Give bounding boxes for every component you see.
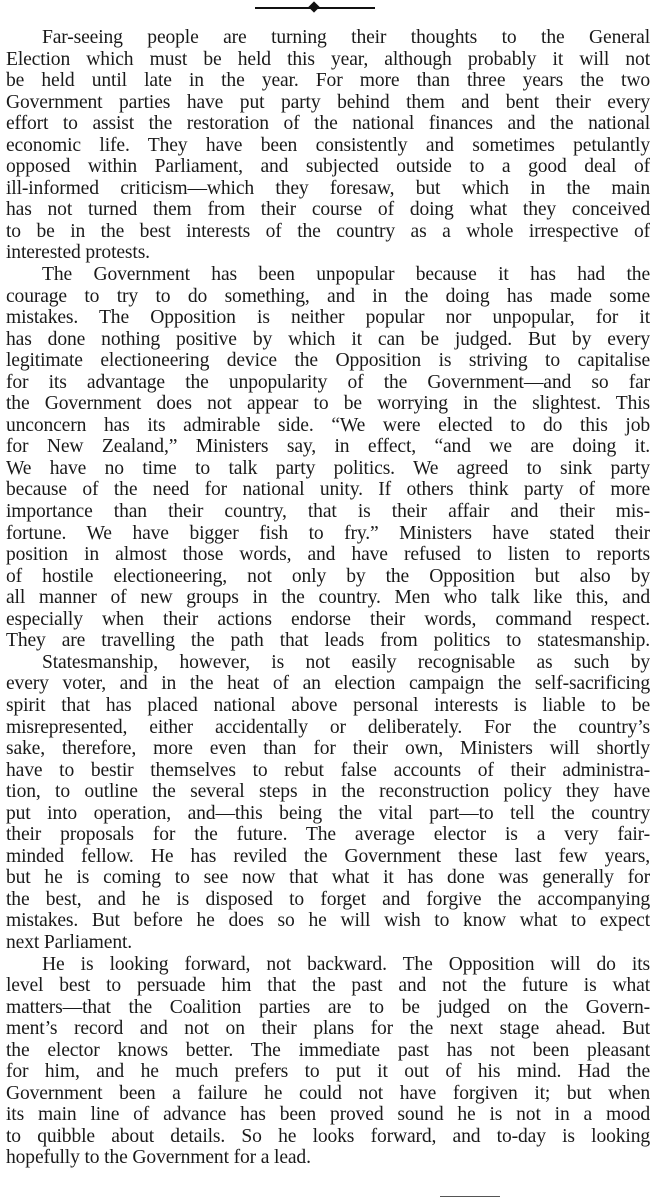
text-line: the elector knows better. The immediate past has not been pleasant [6, 1039, 650, 1061]
paragraph-4 [6, 954, 650, 1169]
text-line: its main line of advance has been proved sound he is not in a mood [6, 1104, 650, 1126]
text-line: legitimate electioneering device the Opposition is striving to capitalise [6, 350, 650, 372]
text-line: to quibble about details. So he looks forward, and to-day is looking [6, 1125, 650, 1147]
text-line: mistakes. But before he does so he will wish to know what to expect [6, 910, 650, 932]
text-line: their proposals for the future. The average elector is a very fair- [6, 824, 650, 846]
text-line: matters—that the Coalition parties are to be judged on the Govern- [6, 996, 650, 1018]
text-line: to be in the best interests of the country as a whole irrespective of [6, 220, 650, 242]
text-line: for its advantage the unpopularity of the Government—and so far [6, 371, 650, 393]
text-line: Government parties have put party behind them and bent their every [6, 91, 650, 113]
text-line: The Government has been unpopular because it has had the [42, 264, 650, 286]
text-line: Statesmanship, however, is not easily recognisable as such by [42, 651, 650, 673]
top-ornamental-rule [0, 0, 650, 16]
text-line: tion, to outline the several steps in the reconstruction policy they have [6, 781, 650, 803]
text-line: sake, therefore, more even than for their own, Ministers will shortly [6, 738, 650, 760]
text-line: interested protests. [6, 242, 150, 264]
paragraph-1 [6, 27, 650, 264]
paragraph-2 [6, 264, 650, 652]
text-line: effort to assist the restoration of the national finances and the national [6, 113, 650, 135]
text-line: the best, and he is disposed to forget and forgive the accompanying [6, 888, 650, 910]
text-line: hopefully to the Government for a lead. [6, 1147, 311, 1169]
text-line: be held until late in the year. For more than three years the two [6, 70, 650, 92]
text-line: ill-informed criticism—which they foresaw, but which in the main [6, 177, 650, 199]
text-line: especially when their actions endorse their words, command respect. [6, 608, 650, 630]
text-line: for New Zealand,” Ministers say, in effect, “and we are doing it. [6, 436, 650, 458]
text-line: importance than their country, that is their affair and their mis- [6, 501, 650, 523]
text-line: ment’s record and not on their plans for the next stage ahead. But [6, 1018, 650, 1040]
text-line: have to bestir themselves to rebut false accounts of their administra- [6, 759, 650, 781]
editorial-article [6, 27, 650, 1169]
text-line: of hostile electioneering, not only by the Opposition but also by [6, 565, 650, 587]
text-line: fortune. We have bigger fish to fry.” Ministers have stated their [6, 522, 650, 544]
text-line: every voter, and in the heat of an election campaign the self-sacrificing [6, 673, 650, 695]
paragraph-3 [6, 652, 650, 954]
text-line: because of the need for national unity. If others think party of more [6, 479, 650, 501]
text-line: Far-seeing people are turning their thoughts to the General [42, 27, 650, 48]
text-line: next Parliament. [6, 931, 133, 953]
text-line: He is looking forward, not backward. The Opposition will do its [42, 953, 650, 975]
text-line: Election which must be held this year, although probably it will not [6, 48, 650, 70]
text-line: has done nothing positive by which it can be judged. But by every [6, 328, 650, 350]
text-line: misrepresented, either accidentally or deliberately. For the country’s [6, 716, 650, 738]
text-line: Government been a failure he could not have forgiven it; but when [6, 1082, 650, 1104]
text-line: opposed within Parliament, and subjected outside to a good deal of [6, 156, 650, 178]
text-line: economic life. They have been consistently and sometimes petulantly [6, 134, 650, 156]
text-line: spirit that has placed national above personal interests is liable to be [6, 694, 650, 716]
text-line: all manner of new groups in the country. Men who talk like this, and [6, 587, 650, 609]
text-line: but he is coming to see now that what it has done was generally for [6, 867, 650, 889]
text-line: mistakes. The Opposition is neither popular nor unpopular, for it [6, 307, 650, 329]
text-line: They are travelling the path that leads from politics to statesmanship. [6, 630, 650, 652]
diamond-ornament-icon [308, 1, 319, 12]
text-line: for him, and he much prefers to put it out of his mind. Had the [6, 1061, 650, 1083]
text-line: the Government does not appear to be worrying in the slightest. This [6, 393, 650, 415]
text-line: position in almost those words, and have refused to listen to reports [6, 544, 650, 566]
text-line: courage to try to do something, and in the doing has made some [6, 285, 650, 307]
bottom-rule [440, 1196, 500, 1197]
text-line: We have no time to talk party politics. We agreed to sink party [6, 457, 650, 479]
text-line: put into operation, and—this being the vital part—to tell the country [6, 802, 650, 824]
text-line: level best to persuade him that the past and not the future is what [6, 975, 650, 997]
text-line: unconcern has its admirable side. “We were elected to do this job [6, 414, 650, 436]
text-line: minded fellow. He has reviled the Government these last few years, [6, 845, 650, 867]
text-line: has not turned them from their course of doing what they conceived [6, 199, 650, 221]
